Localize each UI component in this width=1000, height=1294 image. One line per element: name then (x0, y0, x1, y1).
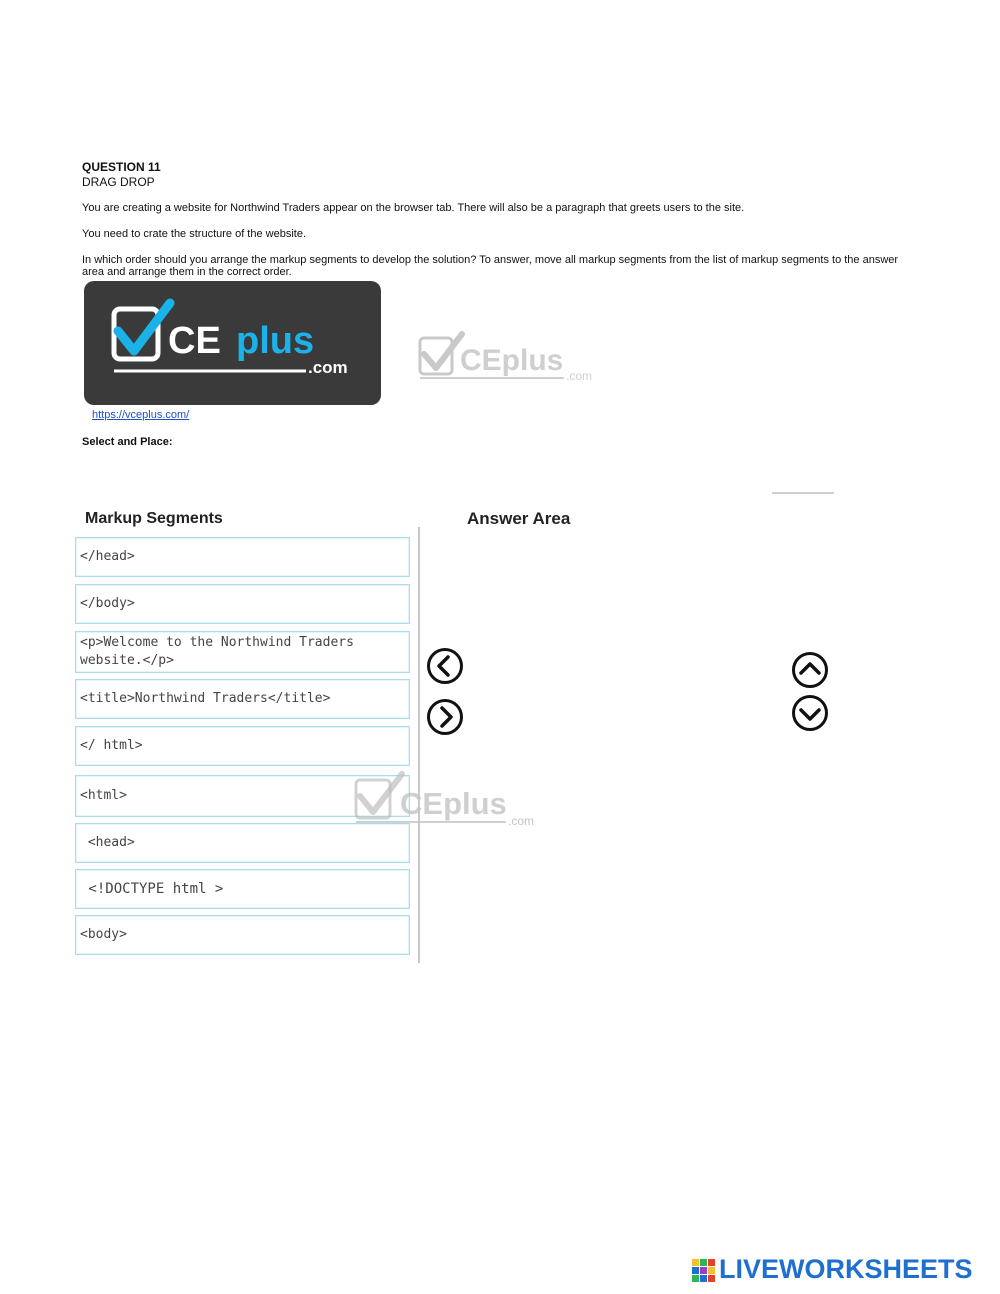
segment-close-html[interactable]: </ html> (75, 726, 410, 766)
vceplus-link[interactable]: https://vceplus.com/ (92, 409, 190, 421)
svg-text:CEplus: CEplus (400, 786, 507, 821)
question-number: QUESTION 11 (82, 160, 161, 174)
select-and-place-label: Select and Place: (82, 436, 173, 448)
move-right-button[interactable] (426, 698, 464, 736)
question-type: DRAG DROP (82, 175, 155, 189)
question-paragraph-2: You need to crate the structure of the website. (82, 228, 307, 240)
markup-segments-heading: Markup Segments (85, 510, 223, 527)
vceplus-watermark (418, 328, 608, 389)
svg-text:.com: .com (308, 358, 348, 377)
segment-open-html[interactable]: <html> (75, 775, 410, 817)
move-left-button[interactable] (426, 647, 464, 685)
svg-text:.com: .com (566, 369, 593, 383)
vceplus-logo (84, 281, 381, 405)
question-paragraph-3: In which order should you arrange the markup segments to develop the solution? To answer, move all markup segments from the list of markup segments to the answer area and arrange them in the correct order. (82, 254, 899, 278)
chevron-left-circle-icon (426, 647, 464, 685)
svg-text:CE: CE (168, 320, 221, 362)
svg-text:plus: plus (236, 320, 315, 362)
vceplus-logo-image (84, 281, 381, 405)
chevron-right-circle-icon (426, 698, 464, 736)
segment-open-body[interactable]: <body> (75, 915, 410, 955)
svg-text:CEplus: CEplus (460, 344, 564, 377)
liveworksheets-brand (692, 1254, 973, 1285)
segment-close-head[interactable]: </head> (75, 537, 410, 577)
segment-title[interactable]: <title>Northwind Traders</title> (75, 679, 410, 719)
panel-divider (418, 527, 420, 963)
segment-close-body[interactable]: </body> (75, 584, 410, 624)
move-up-button[interactable] (791, 651, 829, 689)
move-down-button[interactable] (791, 694, 829, 732)
answer-drop-zone[interactable] (470, 540, 770, 960)
segment-paragraph[interactable]: <p>Welcome to the Northwind Traders website.</p> (75, 631, 410, 673)
segment-doctype[interactable]: <!DOCTYPE html > (75, 869, 410, 909)
liveworksheets-wordmark: LIVEWORKSHEETS (719, 1254, 973, 1284)
question-paragraph-1: You are creating a website for Northwind Traders appear on the browser tab. There will also be a paragraph that greets users to the site. (82, 202, 745, 214)
liveworksheets-logo-icon (692, 1258, 716, 1282)
decorative-line (772, 492, 834, 494)
svg-text:.com: .com (508, 814, 535, 828)
chevron-down-circle-icon (791, 694, 829, 732)
answer-area-heading: Answer Area (467, 509, 571, 528)
chevron-up-circle-icon (791, 651, 829, 689)
segment-open-head[interactable]: <head> (75, 823, 410, 863)
